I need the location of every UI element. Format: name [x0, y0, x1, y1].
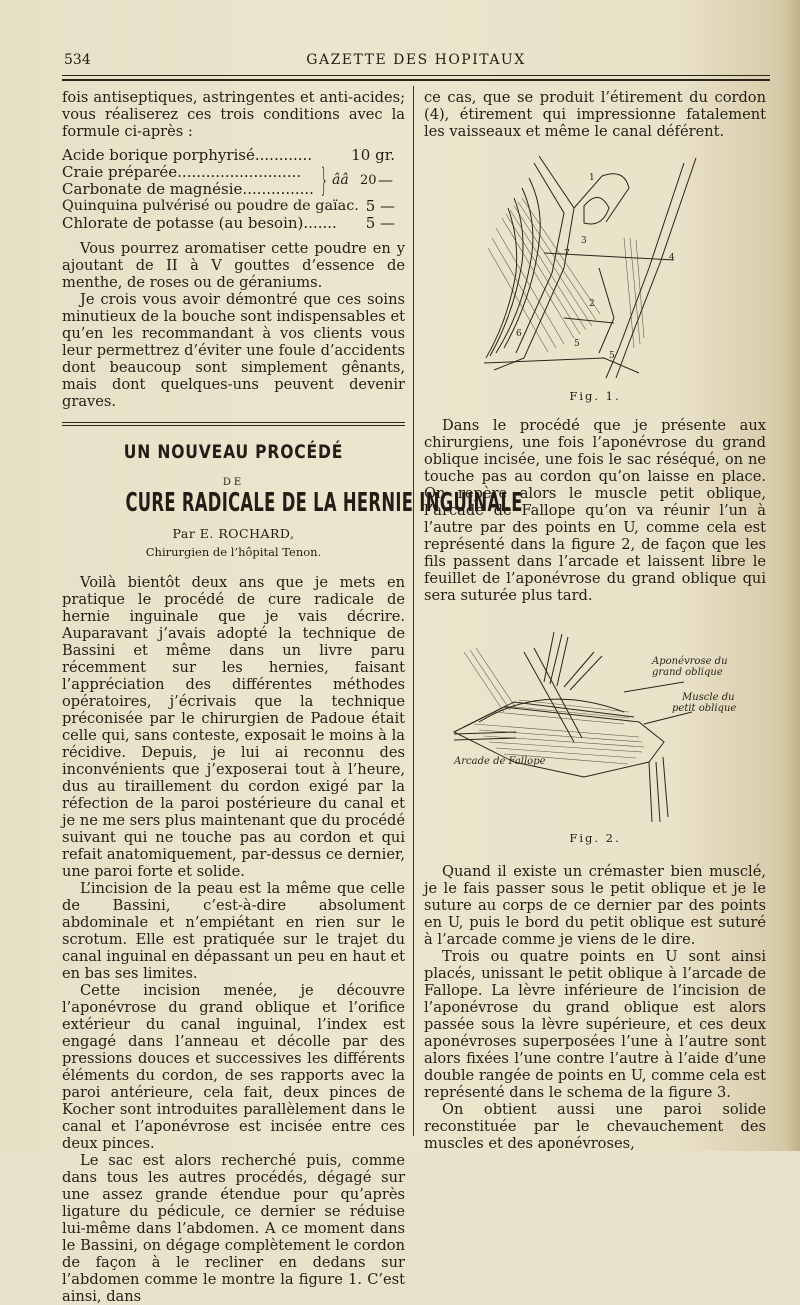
body-paragraph: Voilà bientôt deux ans que je mets en pratique le procédé de cure radicale de hernie inguinale que je vais décrire. Auparavant j’avais adopté la technique de Bassini et même dans un livre paru récemment sur les hernies, faisant l’appréciation des différentes méthodes opératoires, j’écrivais que la technique préconisée par le chirurgien de Padoue était celle qui, sans conteste, exposait le moins à la récidive. Depuis, je lui ai reconnu des inconvénients que j’exposerai tout à l’heure, dus au tiraillement du cordon exigé par la réfection de la paroi postérieure du canal et je ne me sers plus maintenant que du procédé suivant qui ne touche pas au cordon et qui refait anatomiquement, par-dessus ce dernier, une paroi forte et solide. — [62, 574, 405, 880]
formula-qty: 5 — — [365, 197, 395, 215]
header-rule-thick — [62, 79, 770, 81]
figure-label: Arcade de Fallope — [454, 756, 546, 767]
figure-label: 5 — [609, 351, 615, 361]
section-rule — [62, 422, 405, 426]
body-paragraph: Le sac est alors recherché puis, comme dans tous les autres procédés, dégagé sur une assez grande étendue pour qu’après ligature du pédicule, ce dernier se réduise lui-même dans l’abdomen. A ce moment dans le Bassini, on dégage complètement le cordon de façon à le recliner en dedans sur l’abdomen comme le montre la figure 1. C’est ainsi, dans — [62, 1152, 405, 1305]
figure-label: Muscle du — [682, 692, 735, 703]
figure-label: 1 — [589, 173, 595, 183]
figure-1-illustration — [424, 148, 766, 388]
figure-label: grand oblique — [652, 667, 723, 678]
article-de: DE — [222, 477, 245, 488]
formula-aa: ââ — [332, 172, 349, 188]
page-number: 534 — [64, 52, 91, 68]
affiliation: Chirurgien de l’hôpital Tenon. — [145, 545, 322, 559]
paragraph: Vous pourrez aromatiser cette poudre en y ajoutant de II à V gouttes d’essence de menthe, de roses ou de géraniums. — [62, 240, 405, 291]
formula-brace-dash: — — [378, 171, 393, 189]
figure-1 — [424, 148, 766, 388]
formula-line: Quinquina pulvérisé ou poudre de gaïac. — [62, 198, 359, 214]
paragraph: On obtient aussi une paroi solide reconstituée par le chevauchement des muscles et des aponévroses, — [424, 1101, 766, 1152]
article-subtitle: CURE RADICALE DE LA HERNIE INGUINALE — [125, 488, 523, 518]
paragraph: Quand il existe un crémaster bien musclé, je le fais passer sous le petit oblique et je le suture au corps de ce dernier par des points en U, puis le bord du petit oblique est suturé à l’arcade comme je viens de le dire. — [424, 863, 766, 948]
figure-label: 6 — [516, 329, 522, 339]
figure-label: 2 — [589, 299, 595, 309]
figure-label: petit oblique — [672, 703, 737, 714]
formula-qty: 10 gr. — [351, 146, 395, 164]
author: Par E. ROCHARD, — [172, 526, 295, 541]
header-rule — [62, 75, 770, 76]
formula — [62, 146, 405, 232]
formula-line: Chlorate de potasse (au besoin)....... — [62, 214, 337, 232]
figure-label: 5 — [574, 339, 580, 349]
journal-title: GAZETTE DES HOPITAUX — [306, 52, 526, 68]
running-header — [62, 52, 770, 74]
figure-label: 4 — [669, 253, 675, 263]
figure-1-caption: Fig. 1. — [569, 389, 621, 403]
figure-2-caption: Fig. 2. — [569, 831, 621, 845]
intro-paragraph: fois antiseptiques, astringentes et anti-acides; vous réaliserez ces trois conditions avec la formule ci-après : — [62, 89, 405, 140]
paragraph: Trois ou quatre points en U sont ainsi placés, unissant le petit oblique à l’arcade de Fallope. La lèvre inférieure de l’incision de l’aponévrose du grand oblique est alors passée sous la lèvre supérieure, et ces deux aponévroses superposées l’une à l’autre sont alors fixées l’une contre l’autre à l’aide d’une double rangée de points en U, comme cela est représenté dans le schema de la figure 3. — [424, 948, 766, 1101]
figure-2 — [424, 612, 766, 830]
paragraph: ce cas, que se produit l’étirement du cordon (4), étirement qui impressionne fatalement les vaisseaux et même le canal déférent. — [424, 89, 766, 140]
body-paragraph: L’incision de la peau est la même que celle de Bassini, c’est-à-dire absolument abdominale et n’empiétant en rien sur le scrotum. Elle est pratiquée sur le trajet du canal inguinal en dépassant un peu en haut et en bas ses limites. — [62, 880, 405, 982]
paragraph: Dans le procédé que je présente aux chirurgiens, une fois l’aponévrose du grand oblique incisée, une fois le sac réséqué, on ne touche pas au cordon qu’on laisse en place. On repère alors le muscle petit oblique, l’arcade de Fallope qu’on va réunir l’un à l’autre par des points en U, comme cela est représenté dans la figure 2, de façon que les fils passent dans l’arcade et laissent libre le feuillet de l’aponévrose du grand oblique qui sera suturée plus tard. — [424, 417, 766, 604]
figure-2-illustration — [424, 612, 766, 830]
right-column — [424, 89, 766, 1152]
brace: } — [320, 161, 329, 199]
figure-label: 7 — [564, 249, 570, 259]
body-paragraph: Cette incision menée, je découvre l’aponévrose du grand oblique et l’orifice extérieur du canal inguinal, l’index est engagé dans l’anneau et décolle par des pressions douces et successives les différents éléments du cordon, de ses rapports avec la paroi antérieure, cela fait, deux pinces de Kocher sont introduites parallèlement dans le canal et l’aponévrose est incisée entre ces deux pinces. — [62, 982, 405, 1152]
column-divider — [413, 86, 414, 1136]
formula-qty: 5 — — [365, 214, 395, 232]
article-title: UN NOUVEAU PROCÉDÉ — [123, 441, 344, 463]
figure-label: Aponévrose du — [652, 656, 728, 667]
formula-line: Craie préparée.......................... — [62, 163, 302, 181]
page-edge — [786, 0, 800, 1151]
formula-line: Carbonate de magnésie............... — [62, 180, 314, 198]
formula-line: Acide borique porphyrisé............ — [62, 146, 313, 164]
figure-label: 3 — [581, 236, 587, 246]
paragraph: Je crois vous avoir démontré que ces soins minutieux de la bouche sont indispensables et qu’en les recommandant à vos clients vous leur permettrez d’éviter une foule d’accidents dont beaucoup sont simplement gênants, mais dont quelques-uns peuvent devenir graves. — [62, 291, 405, 410]
formula-brace-qty: 20 — [360, 173, 377, 188]
